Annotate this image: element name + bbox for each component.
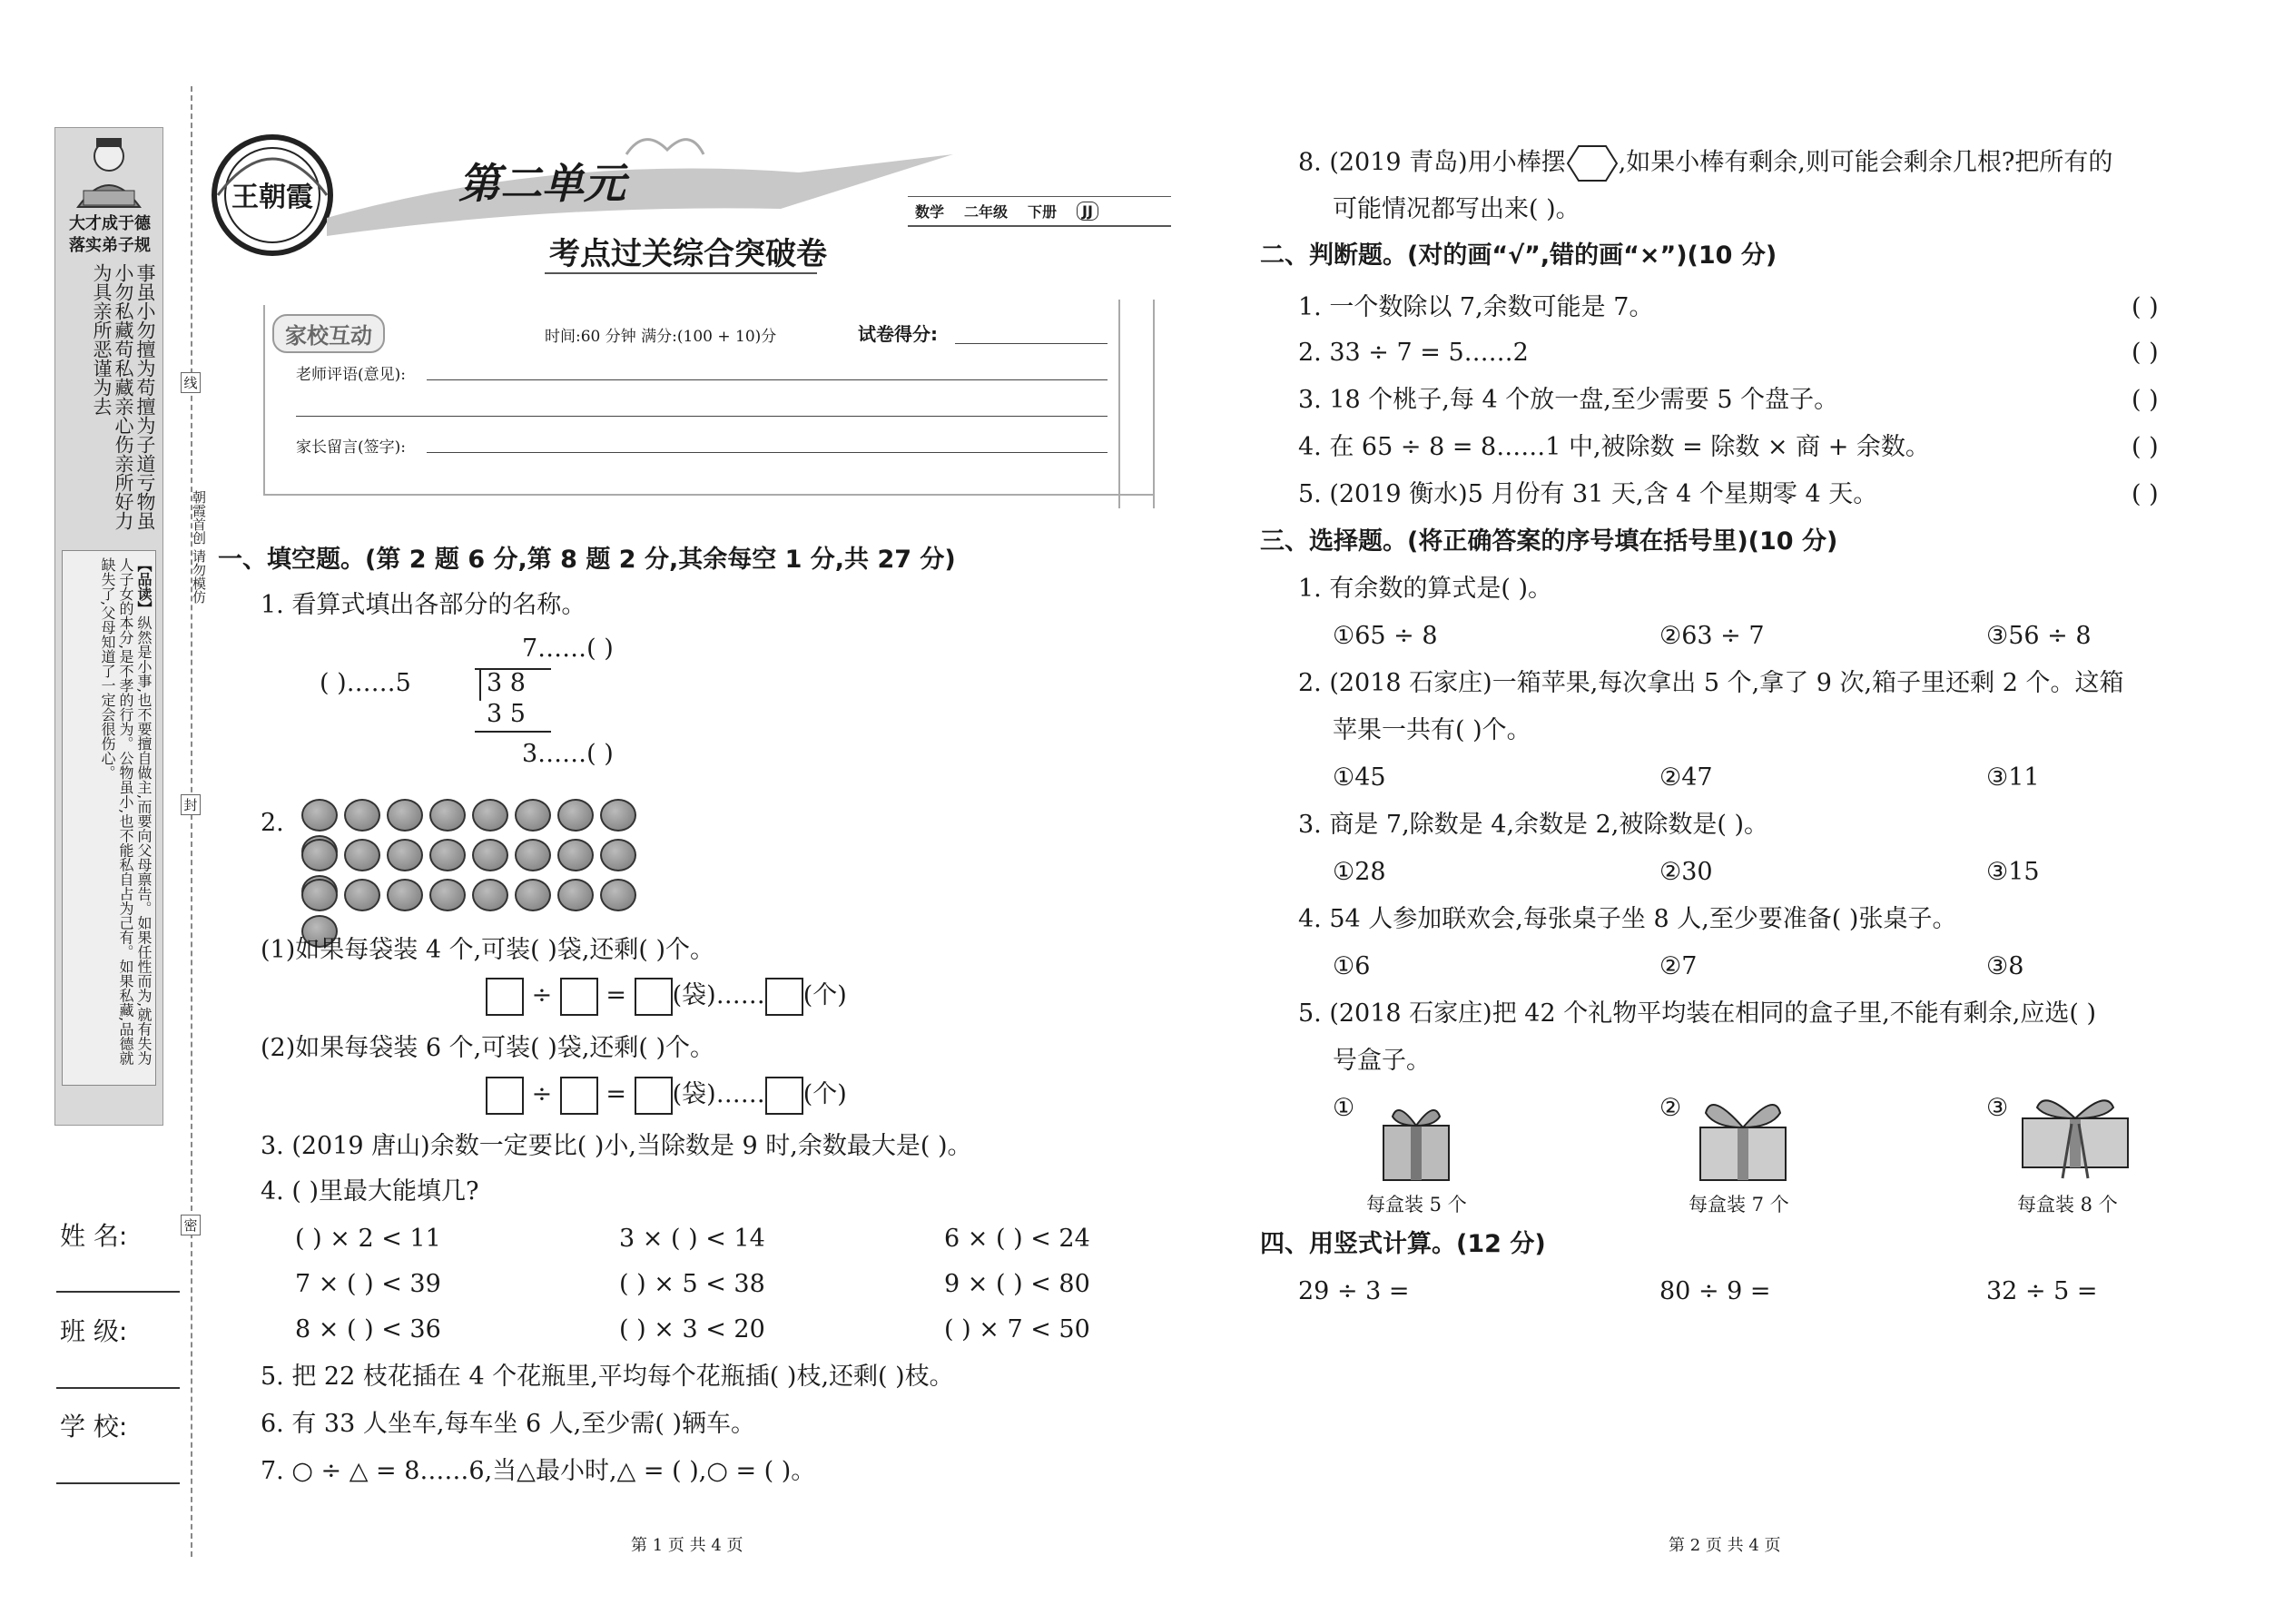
- choice-4-text: 4. 54 人参加联欢会,每张桌子坐 8 人,至少要准备( )张桌子。: [1298, 905, 1957, 933]
- answer-box[interactable]: [560, 1077, 598, 1115]
- oranges-grid: [301, 799, 683, 919]
- orange-icon: [344, 799, 380, 832]
- teacher-label: 老师评语(意见):: [296, 366, 406, 384]
- orange-icon: [600, 799, 636, 832]
- orange-icon: [472, 839, 508, 871]
- score-label: 试卷得分:: [858, 323, 938, 345]
- name-line[interactable]: [56, 1291, 180, 1293]
- q4-item: ( ) × 2 < 11: [295, 1225, 441, 1253]
- choice-2-opt-3[interactable]: ③11: [1986, 763, 2040, 792]
- q4-item: 8 × ( ) < 36: [295, 1315, 441, 1343]
- school-line[interactable]: [56, 1482, 180, 1484]
- choice-2-line1: 2. (2018 石家庄)一箱苹果,每次拿出 5 个,拿了 9 次,箱子里还剩 2 个。这箱: [1298, 669, 2124, 697]
- q2-2-equation: [486, 1075, 847, 1115]
- name-label: 姓 名:: [60, 1221, 128, 1251]
- home-frame-right: [1118, 300, 1155, 508]
- q7-text: 7. ○ ÷ △ = 8……6,当△最小时,△ = ( ),○ = ( )。: [261, 1457, 816, 1485]
- bag-unit: (袋)……: [672, 1080, 765, 1108]
- gift-box-icon: [1371, 1097, 1462, 1184]
- answer-box[interactable]: [765, 978, 803, 1016]
- unit-title: 第二单元: [458, 159, 625, 208]
- orange-icon: [557, 799, 594, 832]
- choice-3-opt-2[interactable]: ②30: [1659, 858, 1713, 886]
- cut-label-secret: 密: [181, 1215, 201, 1235]
- q4-item: ( ) × 5 < 38: [619, 1270, 765, 1298]
- gift-mark-3[interactable]: ③: [1986, 1094, 2009, 1122]
- orange-icon: [301, 839, 338, 871]
- gift-box-icon: [2017, 1088, 2133, 1184]
- gift-mark-2[interactable]: ②: [1659, 1094, 1682, 1122]
- choice-4-opt-2[interactable]: ②7: [1659, 952, 1698, 980]
- answer-box[interactable]: [635, 978, 673, 1016]
- tag-subject: 数学: [915, 203, 945, 221]
- answer-box[interactable]: [635, 1077, 673, 1115]
- answer-box[interactable]: [486, 1077, 524, 1115]
- orange-icon: [600, 839, 636, 871]
- q1-text: 1. 看算式填出各部分的名称。: [261, 591, 586, 619]
- q4-item: 6 × ( ) < 24: [944, 1225, 1090, 1253]
- choice-5-line2: 号盒子。: [1333, 1047, 1431, 1075]
- section-2-title: 二、判断题。(对的画“√”,错的画“×”)(10 分): [1260, 241, 1777, 270]
- pcs-unit: (个): [802, 1080, 847, 1108]
- choice-3-opt-1[interactable]: ①28: [1333, 858, 1386, 886]
- hexagon-icon: [1566, 143, 1619, 183]
- cut-label-seal: 封: [181, 794, 201, 815]
- judge-paren[interactable]: ( ): [2132, 386, 2159, 414]
- q4-item: ( ) × 7 < 50: [944, 1315, 1090, 1343]
- sidebar-verse: 事虽小勿擅为苟擅为子道亏物虽小勿私藏苟私藏亲心伤亲所好力为具亲所恶谨为去: [91, 263, 156, 530]
- orange-icon: [387, 799, 423, 832]
- home-school-badge: 家校互动: [272, 314, 385, 353]
- judge-paren[interactable]: ( ): [2132, 480, 2159, 508]
- div-subtract: 3 5: [487, 700, 526, 728]
- cut-line: [191, 86, 192, 1557]
- page-footer-left: 第 1 页 共 4 页: [631, 1536, 743, 1555]
- div-sign: ÷: [531, 981, 553, 1009]
- div-quotient: 7……( ): [522, 635, 614, 663]
- orange-icon: [472, 879, 508, 911]
- eq-sign: =: [605, 1080, 627, 1108]
- choice-1-opt-3[interactable]: ③56 ÷ 8: [1986, 622, 2092, 650]
- choice-1-opt-2[interactable]: ②63 ÷ 7: [1659, 622, 1765, 650]
- choice-4-opt-1[interactable]: ①6: [1333, 952, 1371, 980]
- section-4-title: 四、用竖式计算。(12 分): [1260, 1230, 1546, 1258]
- eq-sign: =: [605, 981, 627, 1009]
- q4-text: 4. ( )里最大能填几?: [261, 1177, 479, 1206]
- q4-item: 7 × ( ) < 39: [295, 1270, 441, 1298]
- q6-text: 6. 有 33 人坐车,每车坐 6 人,至少需( )辆车。: [261, 1410, 756, 1438]
- orange-icon: [515, 799, 551, 832]
- mascot-figure: [65, 136, 153, 209]
- sidebar-motto-2: 落实弟子规: [69, 236, 151, 255]
- calc-1: 29 ÷ 3 =: [1298, 1277, 1410, 1305]
- orange-icon: [301, 879, 338, 911]
- tag-grade: 二年级: [964, 203, 1009, 221]
- q2-text: 2.: [261, 809, 284, 837]
- read-title: 【品读】: [135, 557, 153, 615]
- gift-caption-3: 每盒装 8 个: [2017, 1194, 2118, 1216]
- school-label: 学 校:: [60, 1412, 128, 1442]
- brand-vertical: 朝霞首创 请勿模仿: [191, 490, 207, 604]
- gift-caption-1: 每盒装 5 个: [1366, 1194, 1467, 1216]
- orange-icon: [387, 879, 423, 911]
- judge-item-1: 1. 一个数除以 7,余数可能是 7。: [1298, 293, 1654, 321]
- tag-term: 下册: [1028, 203, 1058, 221]
- orange-icon: [515, 879, 551, 911]
- tag-edition: JJ: [1077, 202, 1098, 221]
- q3-text: 3. (2019 唐山)余数一定要比( )小,当除数是 9 时,余数最大是( )。: [261, 1132, 972, 1160]
- q2-1-text: (1)如果每袋装 4 个,可装( )袋,还剩( )个。: [261, 936, 715, 964]
- choice-4-opt-3[interactable]: ③8: [1986, 952, 2024, 980]
- parent-label: 家长留言(签字):: [296, 438, 406, 457]
- orange-icon: [429, 799, 466, 832]
- judge-paren[interactable]: ( ): [2132, 339, 2159, 367]
- orange-icon: [429, 839, 466, 871]
- judge-item-3: 3. 18 个桃子,每 4 个放一盘,至少需要 5 个盘子。: [1298, 386, 1839, 414]
- section-3-title: 三、选择题。(将正确答案的序号填在括号里)(10 分): [1260, 527, 1838, 556]
- q8-part-b: ,如果小棒有剩余,则可能会剩余几根?把所有的: [1618, 148, 2113, 177]
- calc-3: 32 ÷ 5 =: [1986, 1277, 2098, 1305]
- div-divisor-label: ( )……5: [320, 669, 411, 697]
- orange-icon: [557, 879, 594, 911]
- gift-caption-2: 每盒装 7 个: [1689, 1194, 1789, 1216]
- orange-icon: [344, 839, 380, 871]
- div-remainder: 3……( ): [522, 740, 614, 768]
- sidebar-read-text: [69, 557, 153, 1075]
- paper-subtitle: 考点过关综合突破卷: [549, 236, 827, 272]
- home-frame: [263, 305, 1153, 496]
- sidebar-motto-1: 大才成于德: [69, 214, 151, 233]
- choice-3-opt-3[interactable]: ③15: [1986, 858, 2040, 886]
- choice-2-opt-1[interactable]: ①45: [1333, 763, 1386, 792]
- choice-2-line2: 苹果一共有( )个。: [1333, 716, 1531, 744]
- read-body: 纵然是小事,也不要擅自做主,而要向父母禀告。如果任性而为,就有失为人子女的本分,是不孝的行为。公物虽小,也不能私自占为己有。如果私藏,品德就缺失了,父母知道了一定会很伤心。: [99, 557, 153, 1066]
- q8-line1: [1298, 143, 2112, 183]
- time-info: 时间:60 分钟 满分:(100 + 10)分: [545, 328, 777, 346]
- judge-item-4: 4. 在 65 ÷ 8 = 8……1 中,被除数 = 除数 × 商 + 余数。: [1298, 433, 1930, 461]
- judge-paren[interactable]: ( ): [2132, 293, 2159, 321]
- bag-unit: (袋)……: [672, 981, 765, 1009]
- orange-icon: [472, 799, 508, 832]
- judge-paren[interactable]: ( ): [2132, 433, 2159, 461]
- cut-label-line: 线: [181, 372, 201, 393]
- orange-icon: [515, 839, 551, 871]
- judge-item-5: 5. (2019 衡水)5 月份有 31 天,含 4 个星期零 4 天。: [1298, 480, 1878, 508]
- subject-tags: [908, 196, 1171, 227]
- orange-icon: [344, 879, 380, 911]
- choice-2-opt-2[interactable]: ②47: [1659, 763, 1713, 792]
- orange-icon: [557, 839, 594, 871]
- choice-5-line1: 5. (2018 石家庄)把 42 个礼物平均装在相同的盒子里,不能有剩余,应选( ): [1298, 999, 2097, 1028]
- div-sign: ÷: [531, 1080, 553, 1108]
- choice-1-opt-1[interactable]: ①65 ÷ 8: [1333, 622, 1438, 650]
- judge-item-2: 2. 33 ÷ 7 = 5……2: [1298, 339, 1529, 367]
- calc-2: 80 ÷ 9 =: [1659, 1277, 1771, 1305]
- q2-1-equation: [486, 976, 847, 1016]
- orange-icon: [387, 839, 423, 871]
- div-bracket: [470, 668, 481, 701]
- answer-box[interactable]: [765, 1077, 803, 1115]
- section-1-title: 一、填空题。(第 2 题 6 分,第 8 题 2 分,其余每空 1 分,共 27 分): [218, 546, 956, 574]
- page-footer-right: 第 2 页 共 4 页: [1669, 1536, 1781, 1555]
- q5-text: 5. 把 22 枝花插在 4 个花瓶里,平均每个花瓶插( )枝,还剩( )枝。: [261, 1363, 954, 1391]
- answer-box[interactable]: [560, 978, 598, 1016]
- class-label: 班 级:: [60, 1316, 128, 1346]
- q8-line2: 可能情况都写出来( )。: [1333, 195, 1580, 223]
- div-sub-line: [475, 731, 551, 733]
- q4-item: 3 × ( ) < 14: [619, 1225, 765, 1253]
- q8-part-a: 8. (2019 青岛)用小棒摆: [1298, 148, 1566, 177]
- orange-icon: [600, 879, 636, 911]
- subtitle-underline: [545, 272, 817, 274]
- div-dividend: 3 8: [487, 669, 526, 697]
- gift-box-icon: [1693, 1089, 1793, 1184]
- gift-mark-1[interactable]: ①: [1333, 1094, 1355, 1122]
- orange-icon: [429, 879, 466, 911]
- q4-item: 9 × ( ) < 80: [944, 1270, 1090, 1298]
- pcs-unit: (个): [802, 981, 847, 1009]
- orange-icon: [301, 799, 338, 832]
- q4-item: ( ) × 3 < 20: [619, 1315, 765, 1343]
- class-line[interactable]: [56, 1387, 180, 1389]
- answer-box[interactable]: [486, 978, 524, 1016]
- q2-2-text: (2)如果每袋装 6 个,可装( )袋,还剩( )个。: [261, 1034, 715, 1062]
- choice-1-text: 1. 有余数的算式是( )。: [1298, 575, 1552, 603]
- choice-3-text: 3. 商是 7,除数是 4,余数是 2,被除数是( )。: [1298, 811, 1769, 839]
- logo-text: 王朝霞: [231, 182, 313, 213]
